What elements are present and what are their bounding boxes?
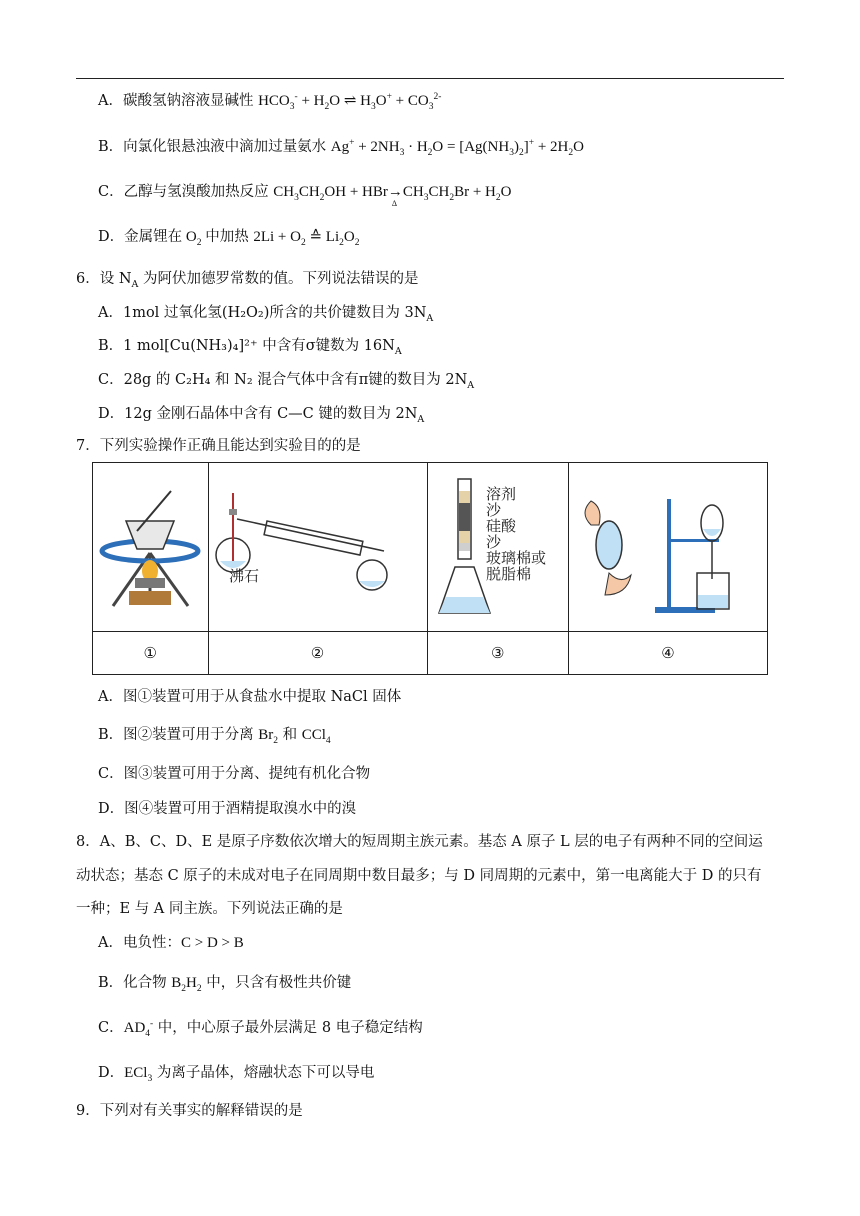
fig3-label-3: 硅酸	[485, 517, 516, 535]
q9-stem: 9．下列对有关事实的解释错误的是	[76, 1103, 303, 1119]
q7-option-a: A．图①装置可用于从食盐水中提取 NaCl 固体	[98, 689, 402, 705]
header-rule	[76, 78, 784, 79]
q8-stem-line-2: 动状态；基态 C 原子的未成对电子在同周期中数目最多；与 D 同周期的元素中，第一电离能大于 D 的只有	[76, 868, 762, 884]
q8-option-d: D．ECl$_3$ 为离子晶体，熔融状态下可以导电	[98, 1065, 375, 1084]
figure-label-2: ②	[208, 632, 427, 675]
fig3-label-4: 沙	[485, 533, 501, 551]
figure-1-evaporation	[93, 463, 209, 632]
q8-stem-line-3: 一种；E 与 A 同主族。下列说法正确的是	[76, 901, 343, 917]
q6-option-d: D．12g 金刚石晶体中含有 C—C 键的数目为 $2N_A$	[98, 406, 425, 425]
q6-option-c: C．28g 的 C₂H₄ 和 N₂ 混合气体中含有π键的数目为 $2N_A$	[98, 372, 475, 391]
fig3-label-5: 玻璃棉或	[485, 549, 546, 567]
q8-stem-line-1: 8．A、B、C、D、E 是原子序数依次增大的短周期主族元素。基态 A 原子 L 层的电子有两种不同的空间运	[76, 834, 763, 850]
q5-option-a: A．碳酸氢钠溶液显碱性 $HCO_3^- + H_2O$ ⇌ $H_3O^+ + CO_3^{2-}$	[98, 92, 442, 112]
fig3-label-2: 沙	[485, 501, 501, 519]
fig3-label-1: 溶剂	[485, 485, 516, 503]
fig3-label-6: 脱脂棉	[485, 565, 531, 583]
q7-option-c: C．图③装置可用于分离、提纯有机化合物	[98, 766, 371, 782]
q7-option-b: B．图②装置可用于分离 $Br_2$ 和 CCl$_4$	[98, 727, 331, 746]
q7-option-d: D．图④装置可用于酒精提取溴水中的溴	[98, 801, 357, 817]
q6-option-a: A．1mol 过氧化氢(H₂O₂)所含的共价键数目为 $3N_A$	[98, 305, 434, 324]
q5-option-d: D．金属锂在 $O_2$ 中加热 $2Li + O_2$ ≙ $Li_2O_2$	[98, 229, 360, 248]
figure-4-extraction	[568, 463, 767, 632]
fig2-label: 沸石	[228, 567, 259, 585]
q8-option-c: C．$AD_4^-$ 中，中心原子最外层满足 8 电子稳定结构	[98, 1019, 423, 1039]
figure-3-column	[427, 463, 568, 632]
q8-option-b: B．化合物 $B_2H_2$ 中，只含有极性共价键	[98, 975, 352, 994]
q8-option-a: A．电负性：C > D > B	[98, 935, 244, 951]
q5-option-c: C．乙醇与氢溴酸加热反应 $CH_3CH_2OH + HBr\to$ Δ $CH_3CH_2Br + H_2O$	[98, 184, 512, 208]
figure-label-1: ①	[93, 632, 209, 675]
q5-option-b: B．向氯化银悬浊液中滴加过量氨水 $Ag^+ + 2NH_3 \cdot H_2O = [Ag(NH_3)_2]^+ + 2H_2O$	[98, 138, 584, 158]
apparatus-table	[92, 462, 768, 675]
q6-option-b: B．1 mol[Cu(NH₃)₄]²⁺ 中含有σ键数为 $16N_A$	[98, 338, 402, 357]
figure-label-3: ③	[427, 632, 568, 675]
q7-stem: 7．下列实验操作正确且能达到实验目的的是	[76, 438, 361, 454]
q6-stem: 6．设 $N_A$ 为阿伏加德罗常数的值。下列说法错误的是	[76, 271, 419, 290]
figure-label-4: ④	[568, 632, 767, 675]
figure-2-distillation	[208, 463, 427, 632]
